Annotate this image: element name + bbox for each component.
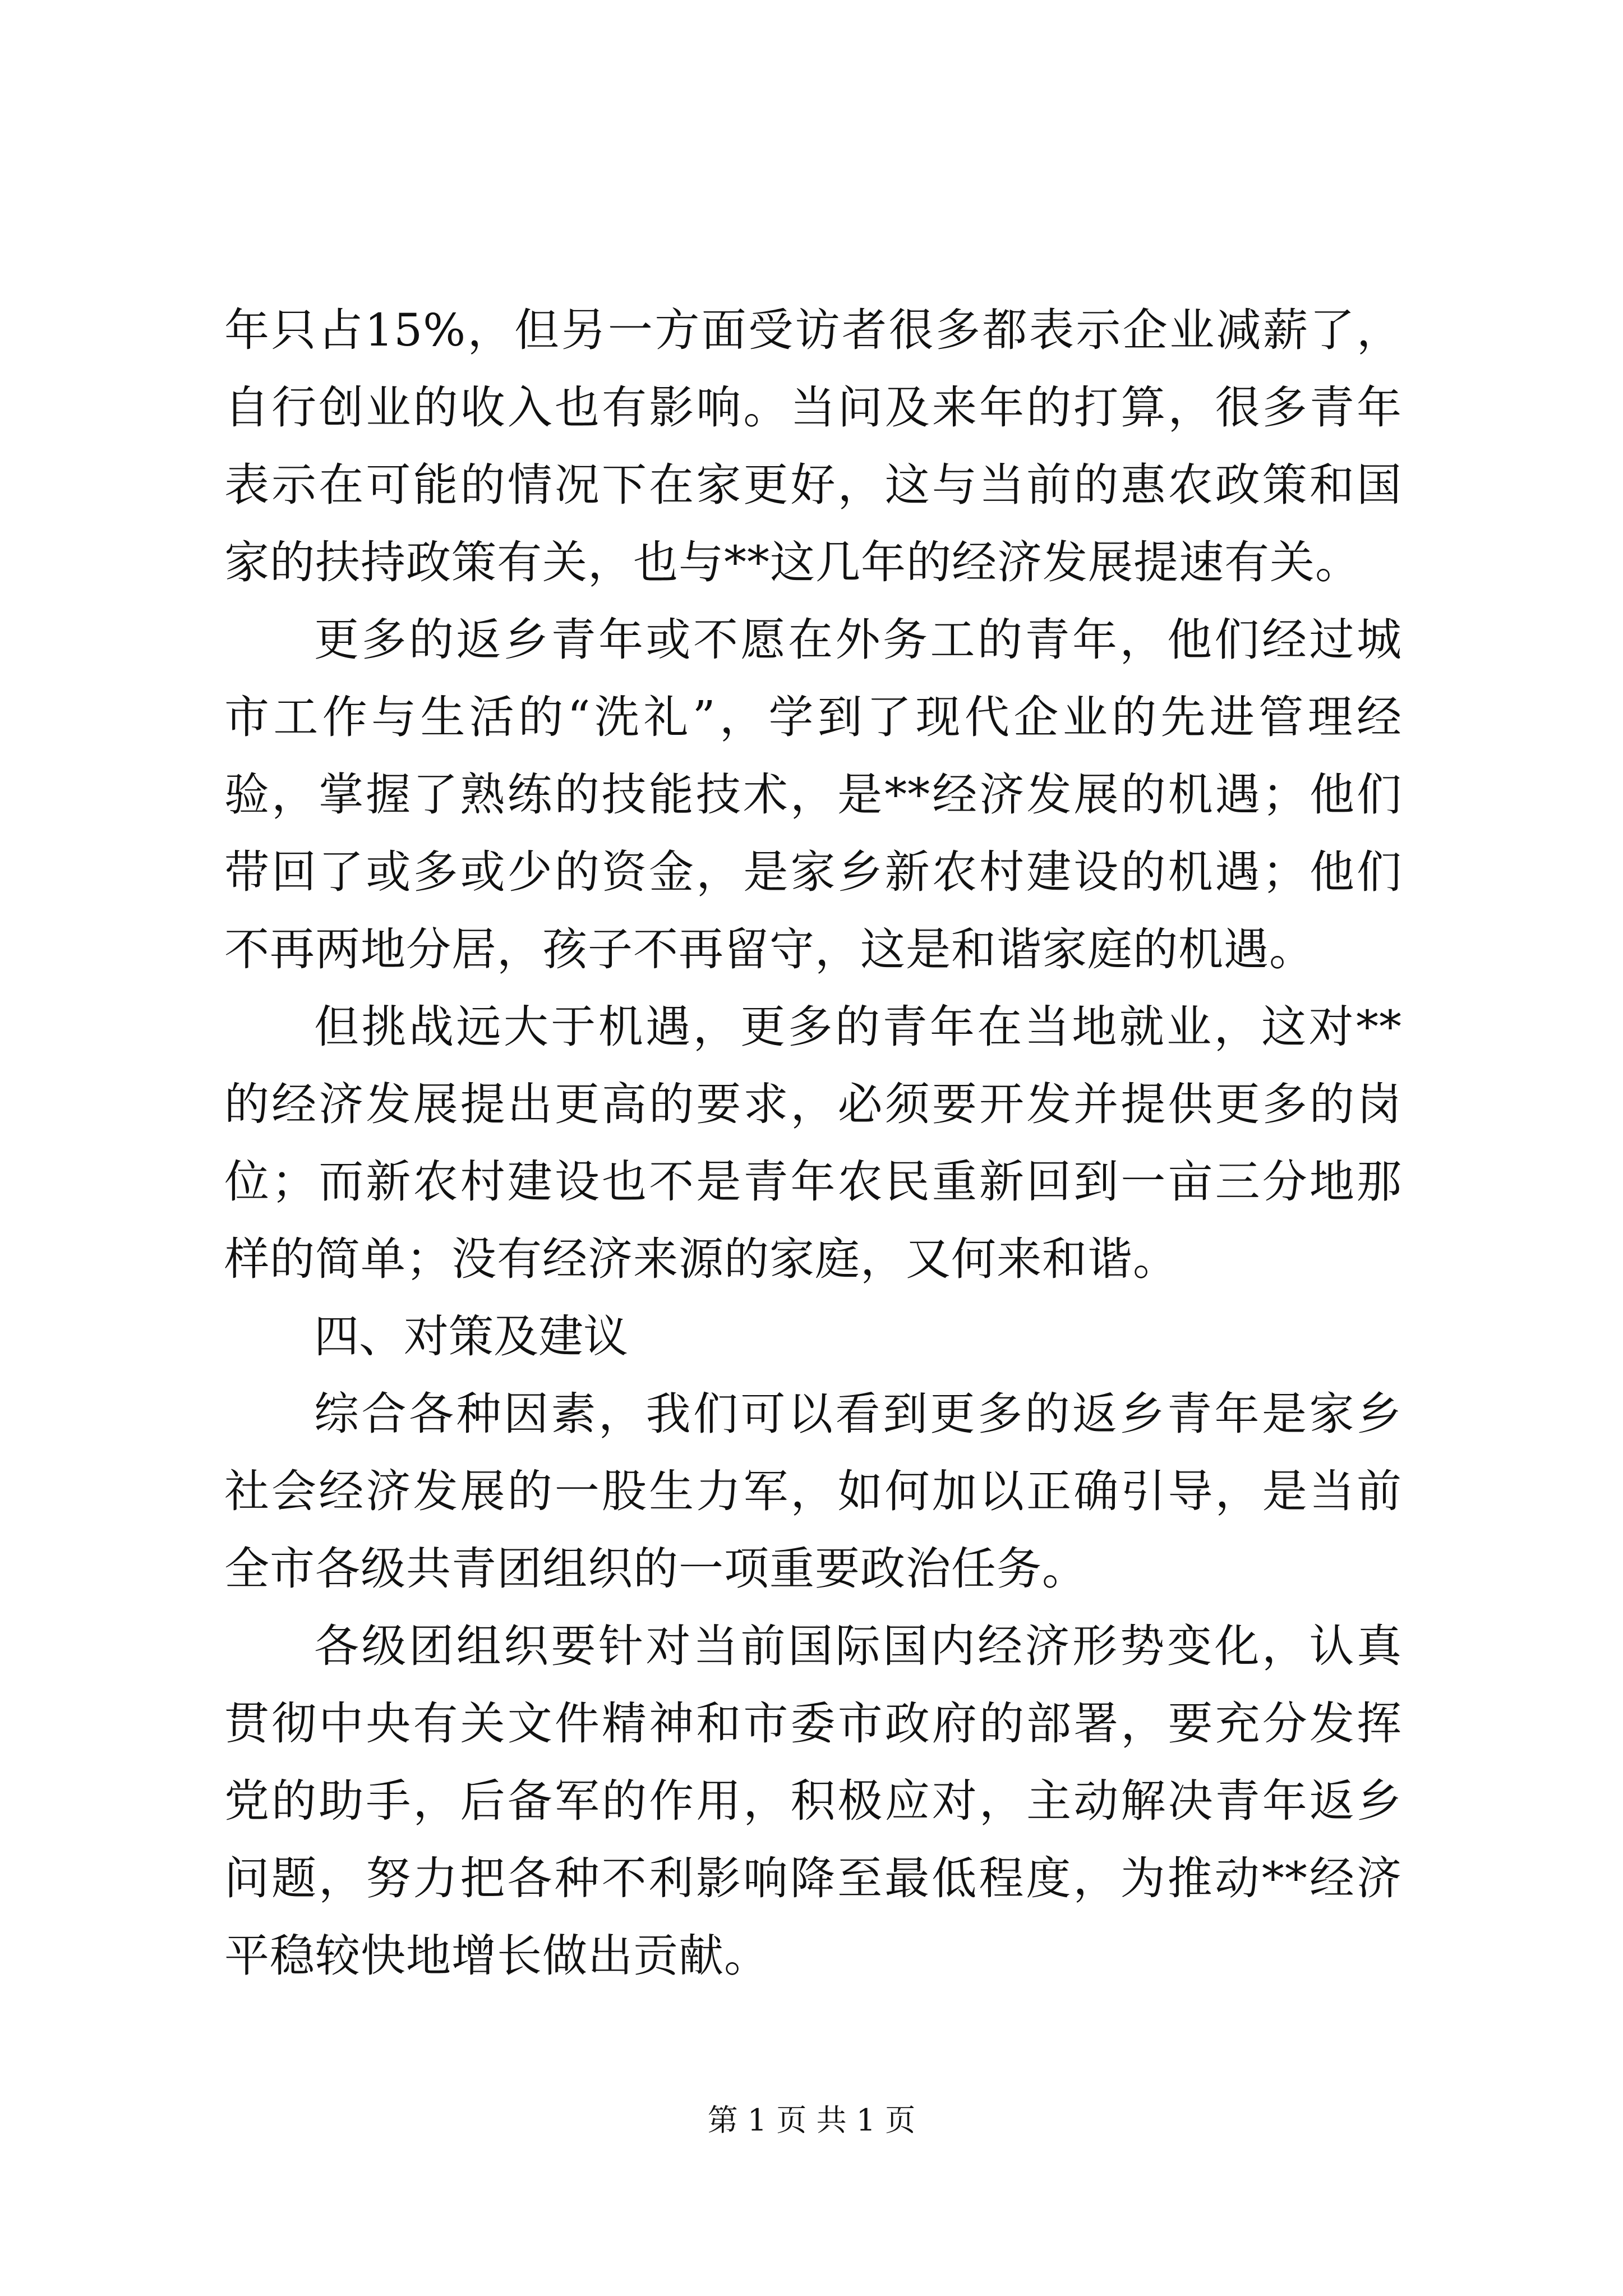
paragraph-4: 综合各种因素，我们可以看到更多的返乡青年是家乡社会经济发展的一股生力军，如何加以正确引导，是当前全市各级共青团组织的一项重要政治任务。 bbox=[224, 1388, 1402, 1595]
paragraph-1: 年只占15%，但另一方面受访者很多都表示企业减薪了，自行创业的收入也有影响。当问及来年的打算，很多青年表示在可能的情况下在家更好，这与当前的惠农政策和国家的扶持政策有关，也与**这几年的经济发展提速有关。 bbox=[224, 304, 1402, 588]
document-body bbox=[224, 292, 1402, 1995]
paragraph-2: 更多的返乡青年或不愿在外务工的青年，他们经过城市工作与生活的“洗礼”，学到了现代企业的先进管理经验，掌握了熟练的技能技术，是**经济发展的机遇；他们带回了或多或少的资金，是家乡新农村建设的机遇；他们不再两地分居，孩子不再留守，这是和谐家庭的机遇。 bbox=[224, 614, 1402, 976]
paragraph-3: 但挑战远大于机遇，更多的青年在当地就业，这对**的经济发展提出更高的要求，必须要开发并提供更多的岗位；而新农村建设也不是青年农民重新回到一亩三分地那样的简单；没有经济来源的家庭，又何来和谐。 bbox=[224, 1001, 1402, 1285]
page-footer: 第 1 页 共 1 页 bbox=[707, 2102, 916, 2138]
section-heading: 四、对策及建议 bbox=[314, 1310, 628, 1363]
paragraph-5: 各级团组织要针对当前国际国内经济形势变化，认真贯彻中央有关文件精神和市委市政府的部署，要充分发挥党的助手，后备军的作用，积极应对，主动解决青年返乡问题，努力把各种不利影响降至最低程度，为推动**经济平稳较快地增长做出贡献。 bbox=[224, 1620, 1402, 1982]
